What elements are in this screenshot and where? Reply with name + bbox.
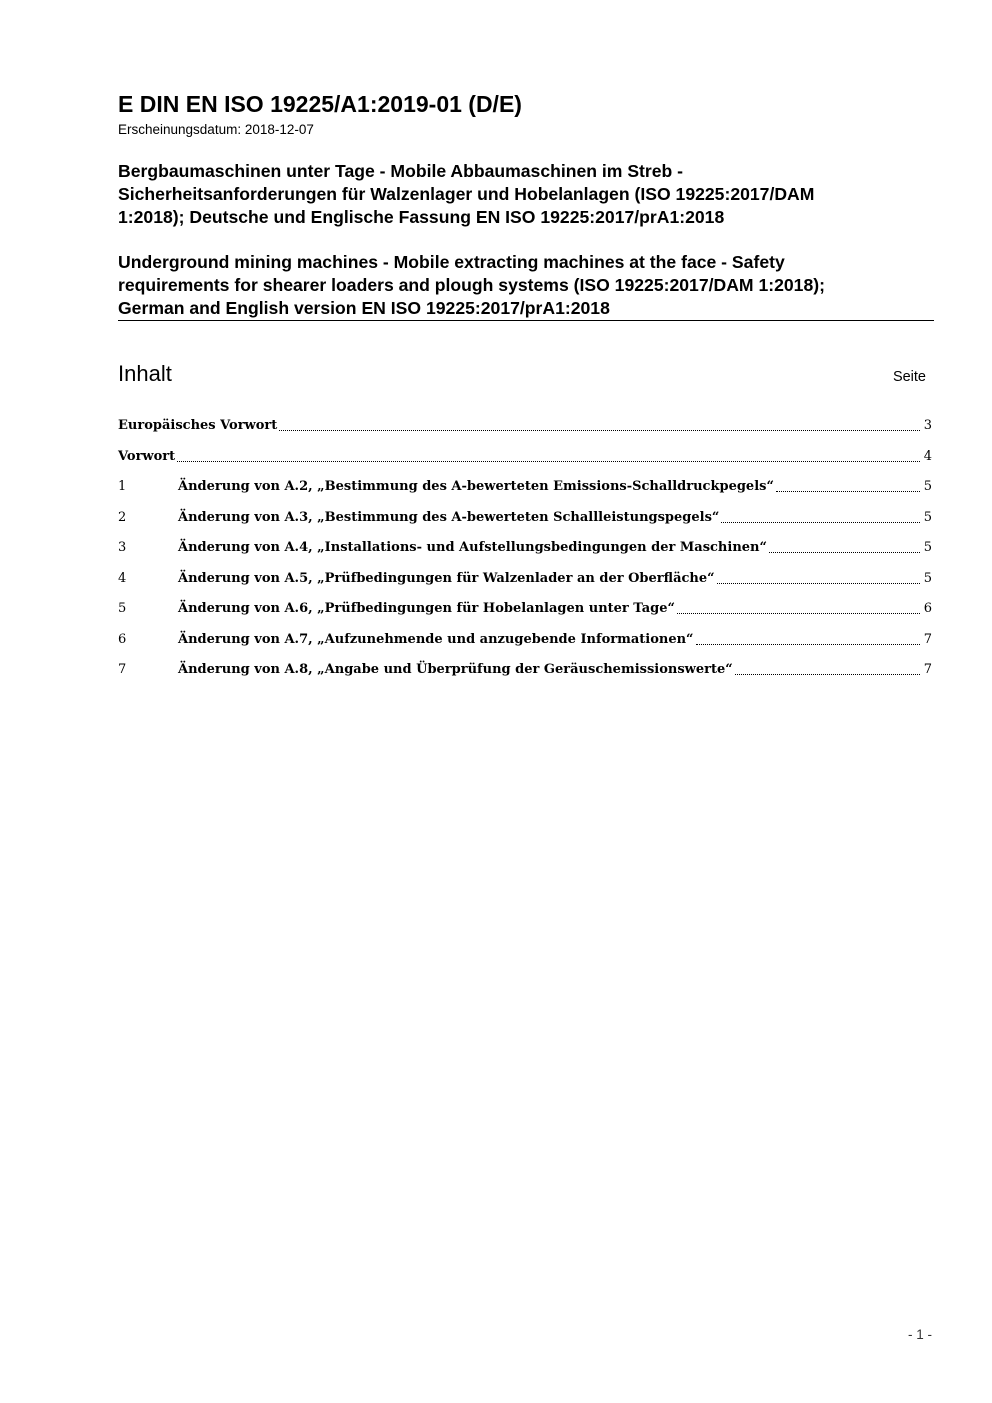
toc-entry-number: 3 [118,540,127,555]
german-title-line: Bergbaumaschinen unter Tage - Mobile Abbaumaschinen im Streb - [118,161,684,181]
toc-entry-2[interactable] [118,508,932,539]
english-title [118,251,938,320]
toc-entry-5[interactable] [118,599,932,630]
toc-entry-text: Änderung von A.6, „Prüfbedingungen für Hobelanlagen unter Tage“ [178,601,675,616]
publication-date: Erscheinungsdatum: 2018-12-07 [118,122,314,137]
title-divider [118,320,934,321]
toc-entry-page: 6 [923,601,932,616]
toc-leader-dots [721,508,920,523]
toc-entry-text: Änderung von A.3, „Bestimmung des A-bewerteten Schallleistungspegels“ [178,509,720,525]
toc-entry-page: 5 [923,570,932,586]
toc-leader-dots [735,660,920,675]
toc-leader-dots [696,630,920,645]
toc-entry-page: 7 [923,631,932,647]
toc-entry-text: Europäisches Vorwort [118,418,278,433]
toc-leader-dots [677,599,920,614]
toc-entry-page: 3 [923,418,932,433]
toc-entry-page: 7 [923,662,932,677]
toc-entry-number: 1 [118,479,127,494]
toc-entry-7[interactable] [118,660,932,691]
toc-entry-foreword[interactable] [118,447,932,478]
toc-entry-number: 6 [118,631,127,647]
toc-heading: Inhalt [118,361,172,386]
german-title [118,160,938,229]
toc-leader-dots [279,416,920,431]
toc-entry-page: 4 [923,448,932,464]
toc-entry-4[interactable] [118,569,932,600]
toc-entry-6[interactable] [118,630,932,661]
table-of-contents [118,416,932,691]
english-title-line: German and English version EN ISO 19225:2017/prA1:2018 [118,298,610,318]
toc-entry-page: 5 [923,540,932,555]
page-number: - 1 - [907,1327,932,1342]
toc-leader-dots [177,447,920,462]
toc-entry-3[interactable] [118,538,932,569]
german-title-line: 1:2018); Deutsche und Englische Fassung EN ISO 19225:2017/prA1:2018 [118,207,725,227]
toc-entry-text: Änderung von A.4, „Installations- und Aufstellungsbedingungen der Maschinen“ [178,540,767,555]
toc-entry-text: Änderung von A.8, „Angabe und Überprüfung der Geräuschemissionswerte“ [178,662,733,677]
document-title: E DIN EN ISO 19225/A1:2019-01 (D/E) [118,91,522,117]
toc-entry-number: 7 [118,662,127,677]
toc-page-column-label: Seite [892,369,926,385]
toc-leader-dots [717,569,920,584]
toc-entry-1[interactable] [118,477,932,508]
toc-entry-european-foreword[interactable] [118,416,932,447]
toc-leader-dots [769,538,920,553]
english-title-line: Underground mining machines - Mobile extracting machines at the face - Safety [118,252,785,272]
toc-entry-number: 5 [118,601,127,616]
toc-entry-text: Änderung von A.5, „Prüfbedingungen für Walzenlader an der Oberfläche“ [178,570,715,586]
toc-entry-number: 2 [118,509,127,525]
german-title-line: Sicherheitsanforderungen für Walzenlager und Hobelanlagen (ISO 19225:2017/DAM [118,184,815,204]
toc-entry-page: 5 [923,479,932,494]
toc-entry-number: 4 [118,570,127,586]
toc-entry-page: 5 [923,509,932,525]
toc-entry-text: Änderung von A.7, „Aufzunehmende und anzugebende Informationen“ [178,631,694,647]
english-title-line: requirements for shearer loaders and plough systems (ISO 19225:2017/DAM 1:2018); [118,275,825,295]
toc-leader-dots [776,477,920,492]
toc-entry-text: Vorwort [118,448,176,464]
toc-entry-text: Änderung von A.2, „Bestimmung des A-bewerteten Emissions-Schalldruckpegels“ [178,479,774,494]
